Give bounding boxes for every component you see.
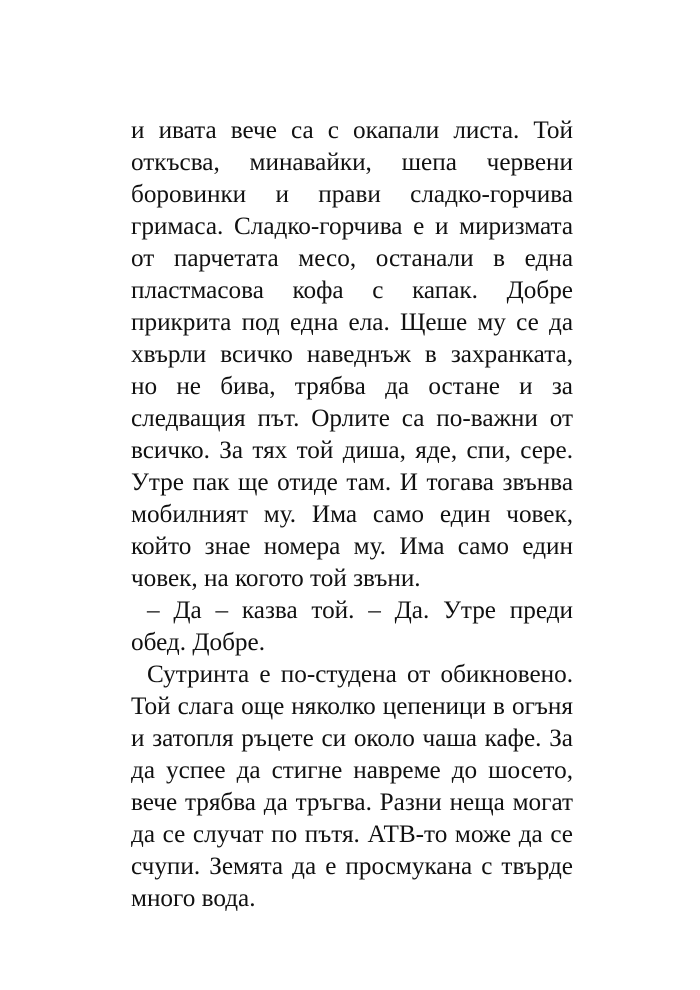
- book-page: [131, 115, 573, 915]
- paragraph-2-dialogue: – Да – казва той. – Да. Утре преди обед. Добре.: [131, 597, 573, 656]
- paragraph-3: Сутринта е по-студена от обикновено. Той слага още няколко цепеници в огъня и затопля ръцете си около чаша кафе. За да успее да стигне навреме до шосето, вече трябва да тръгва. Разни неща могат да се случат по пътя. АТВ-то може да се счупи. Земята да е просмукана с твърде много вода.: [131, 661, 573, 912]
- paragraph-1: и ивата вече са с окапали листа. Той откъсва, минавайки, шепа червени боровинки и прави сладко-горчива гримаса. Сладко-горчива е и миризмата от парчетата месо, останали в една пластмасова кофа с капак. Добре прикрита под една ела. Щеше му се да хвърли всичко наведнъж в захранката, но не бива, трябва да остане и за следващия път. Орлите са по-важни от всичко. За тях той диша, яде, спи, сере. Утре пак ще отиде там. И тогава звънва мобилният му. Има само един човек, който знае номера му. Има само един човек, на когото той звъни.: [131, 117, 573, 592]
